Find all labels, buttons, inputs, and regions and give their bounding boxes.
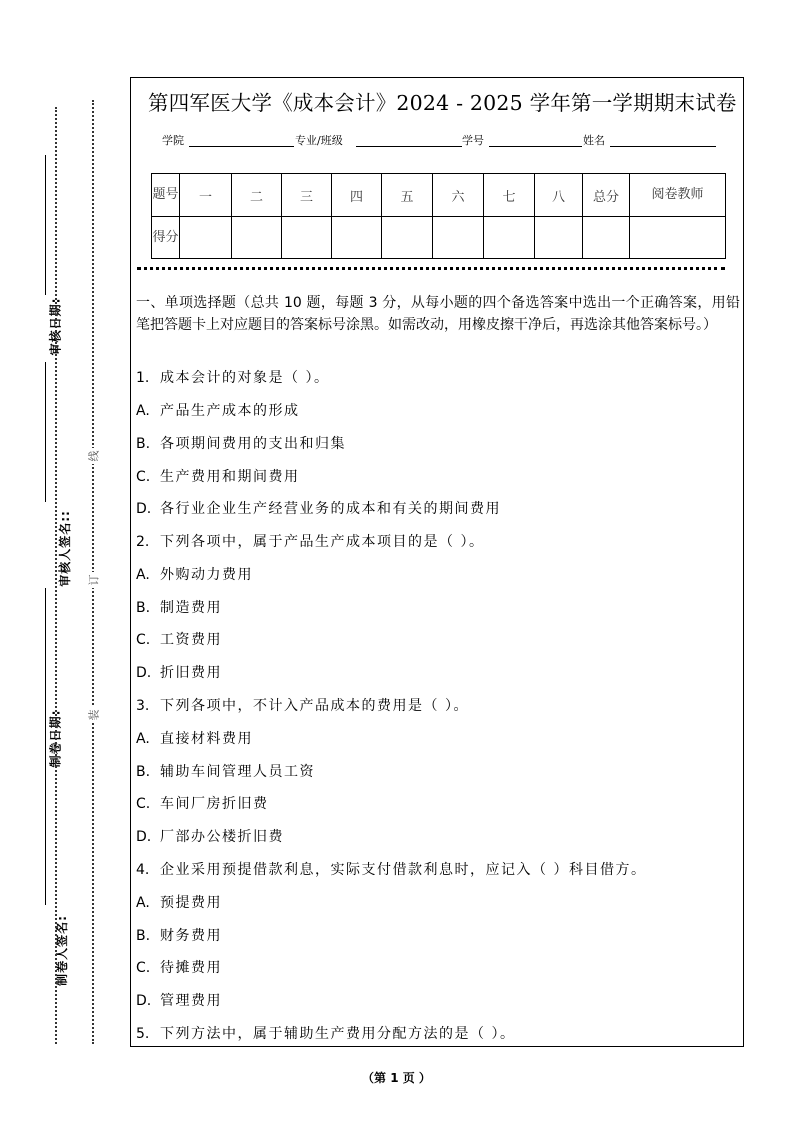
col-header: 六 — [433, 174, 484, 217]
option-item[interactable]: C. 生产费用和期间费用 — [136, 469, 300, 485]
col-header: 四 — [332, 174, 382, 217]
score-cell[interactable] — [583, 217, 630, 259]
score-cell[interactable] — [382, 217, 433, 259]
score-cell[interactable] — [433, 217, 484, 259]
question-stem: 1. 成本会计的对象是（ ）。 — [136, 370, 330, 386]
col-header: 总分 — [583, 174, 630, 217]
option-item[interactable]: A. 外购动力费用 — [136, 567, 253, 583]
score-table-header-row — [152, 174, 726, 217]
score-cell[interactable] — [232, 217, 282, 259]
option-item[interactable]: A. 直接材料费用 — [136, 731, 253, 747]
question-stem: 3. 下列各项中，不计入产品成本的费用是（ ）。 — [136, 698, 469, 714]
binding-dotted-line-inner — [55, 107, 57, 1044]
question-stem: 5. 下列方法中，属于辅助生产费用分配方法的是（ ）。 — [136, 1026, 516, 1042]
col-header: 五 — [382, 174, 433, 217]
option-item[interactable]: B. 财务费用 — [136, 928, 222, 944]
college-label: 学院 — [162, 134, 184, 147]
col-header: 三 — [282, 174, 332, 217]
col-header: 八 — [535, 174, 583, 217]
col-header: 二 — [232, 174, 282, 217]
option-item[interactable]: B. 制造费用 — [136, 600, 222, 616]
name-label: 姓名 — [583, 134, 605, 147]
option-item[interactable]: B. 辅助车间管理人员工资 — [136, 764, 315, 780]
student-id-field[interactable] — [489, 146, 582, 147]
question-number-header: 题号 — [152, 174, 180, 217]
score-row-label: 得分 — [152, 217, 180, 259]
bind-char-bind: 装 — [85, 707, 101, 723]
reviewer-signature-label: 审核人签名:: — [57, 510, 72, 587]
page-number: （第 1 页 ） — [362, 1071, 431, 1085]
question-stem: 4. 企业采用预提借款利息，实际支付借款利息时，应记入（ ）科目借方。 — [136, 862, 647, 878]
option-item[interactable]: D. 管理费用 — [136, 993, 222, 1009]
signature-line — [45, 775, 46, 905]
score-cell[interactable] — [535, 217, 583, 259]
college-field[interactable] — [189, 146, 294, 147]
score-cell[interactable] — [180, 217, 232, 259]
review-date-label: 审核日期: — [48, 297, 63, 356]
option-item[interactable]: D. 厂部办公楼折旧费 — [136, 829, 284, 845]
exam-title: 第四军医大学《成本会计》2024 - 2025 学年第一学期期末试卷 — [148, 91, 737, 115]
signature-line — [45, 155, 46, 295]
name-field[interactable] — [610, 146, 716, 147]
option-item[interactable]: D. 各行业企业生产经营业务的成本和有关的期间费用 — [136, 501, 501, 517]
score-table — [151, 173, 726, 259]
paper-maker-signature-label: 制卷人签名: — [54, 915, 69, 986]
section-1-instructions: 一、单项选择题（总共 10 题，每题 3 分，从每小题的四个备选答案中选出一个正确答案，用铅笔把答题卡上对应题目的答案标号涂黑。如需改动，用橡皮擦干净后，再选涂其他答案标号。） — [136, 295, 740, 333]
option-item[interactable]: D. 折旧费用 — [136, 665, 222, 681]
paper-date-label: 制卷日期: — [48, 709, 63, 768]
signature-line — [45, 362, 46, 502]
option-item[interactable]: B. 各项期间费用的支出和归集 — [136, 436, 346, 452]
student-id-label: 学号 — [462, 134, 484, 147]
score-cell[interactable] — [630, 217, 726, 259]
option-item[interactable]: C. 待摊费用 — [136, 960, 222, 976]
score-table-score-row — [152, 217, 726, 259]
score-cell[interactable] — [282, 217, 332, 259]
col-header-grader: 阅卷教师 — [630, 174, 726, 217]
student-info-row — [162, 132, 722, 148]
dotted-separator — [137, 267, 725, 270]
option-item[interactable]: C. 工资费用 — [136, 632, 222, 648]
score-cell[interactable] — [484, 217, 535, 259]
major-class-label: 专业/班级 — [295, 134, 343, 147]
col-header: 一 — [180, 174, 232, 217]
bind-char-staple: 订 — [85, 572, 101, 588]
option-item[interactable]: A. 预提费用 — [136, 895, 222, 911]
score-cell[interactable] — [332, 217, 382, 259]
option-item[interactable]: C. 车间厂房折旧费 — [136, 796, 269, 812]
option-item[interactable]: A. 产品生产成本的形成 — [136, 403, 300, 419]
major-class-field[interactable] — [356, 146, 462, 147]
question-stem: 2. 下列各项中，属于产品生产成本项目的是（ ）。 — [136, 534, 485, 550]
col-header: 七 — [484, 174, 535, 217]
bind-char-line: 线 — [85, 448, 101, 464]
